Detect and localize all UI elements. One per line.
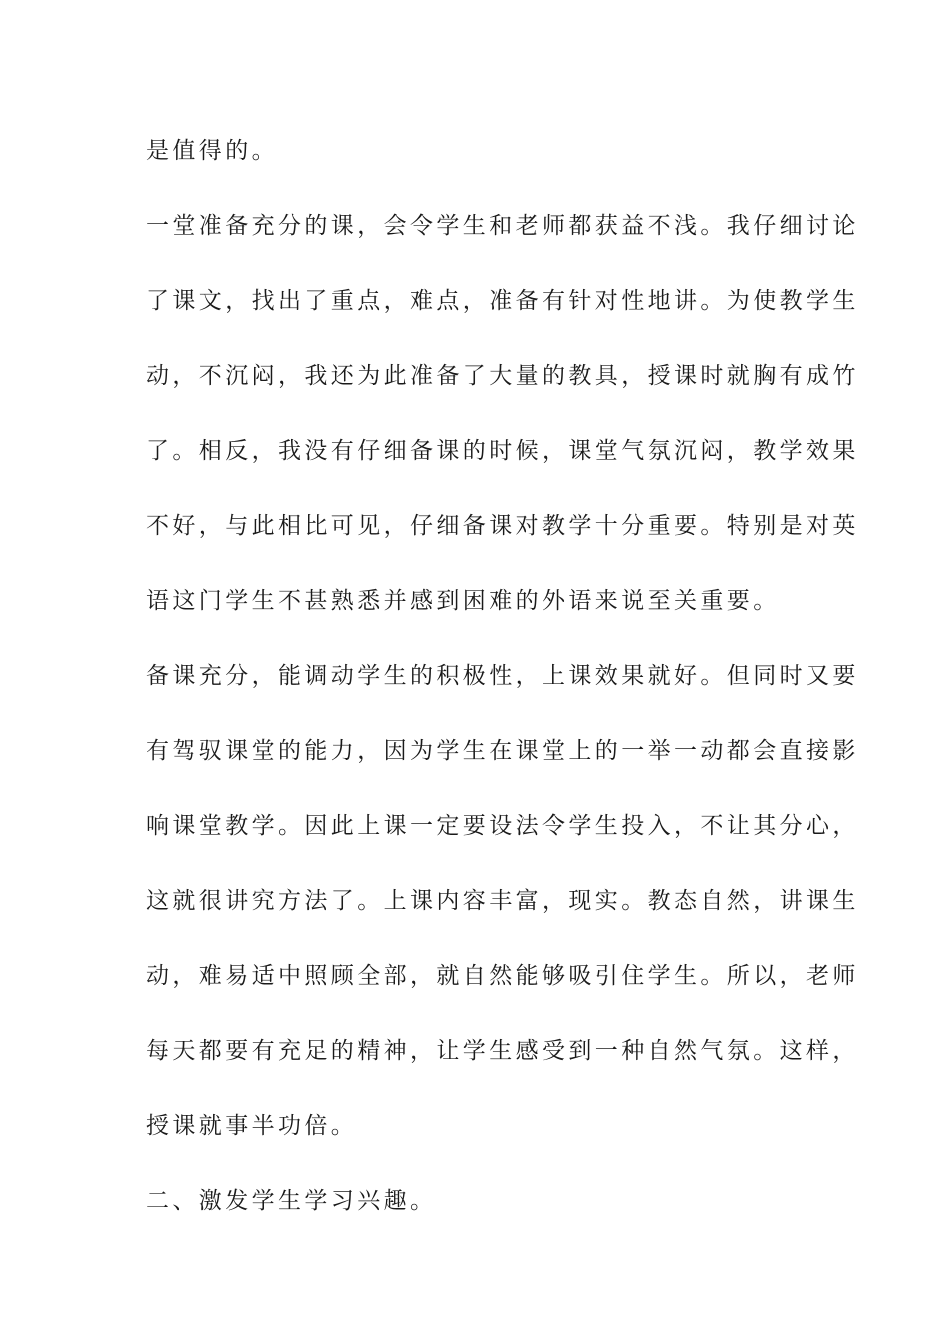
text-line: 这就很讲究方法了。上课内容丰富，现实。教态自然，讲课生 [146,888,859,914]
text-line: 是值得的。 [146,138,278,164]
text-line: 授课就事半功倍。 [146,1113,358,1139]
text-line: 了。相反，我没有仔细备课的时候，课堂气氛沉闷，教学效果 [146,438,859,464]
text-line: 了课文，找出了重点，难点，准备有针对性地讲。为使教学生 [146,288,859,314]
section-heading: 二、激发学生学习兴趣。 [146,1188,437,1214]
text-line: 动，不沉闷，我还为此准备了大量的教具，授课时就胸有成竹 [146,363,859,389]
text-line: 备课充分，能调动学生的积极性，上课效果就好。但同时又要 [146,663,859,689]
text-line: 每天都要有充足的精神，让学生感受到一种自然气氛。这样， [146,1038,859,1064]
text-line: 动，难易适中照顾全部，就自然能够吸引住学生。所以，老师 [146,963,859,989]
text-line: 语这门学生不甚熟悉并感到困难的外语来说至关重要。 [146,588,780,614]
document-body [146,130,859,1255]
text-line: 响课堂教学。因此上课一定要设法令学生投入，不让其分心， [146,813,859,839]
text-line: 不好，与此相比可见，仔细备课对教学十分重要。特别是对英 [146,513,859,539]
text-line: 有驾驭课堂的能力，因为学生在课堂上的一举一动都会直接影 [146,738,859,764]
text-line: 一堂准备充分的课，会令学生和老师都获益不浅。我仔细讨论 [146,213,859,239]
